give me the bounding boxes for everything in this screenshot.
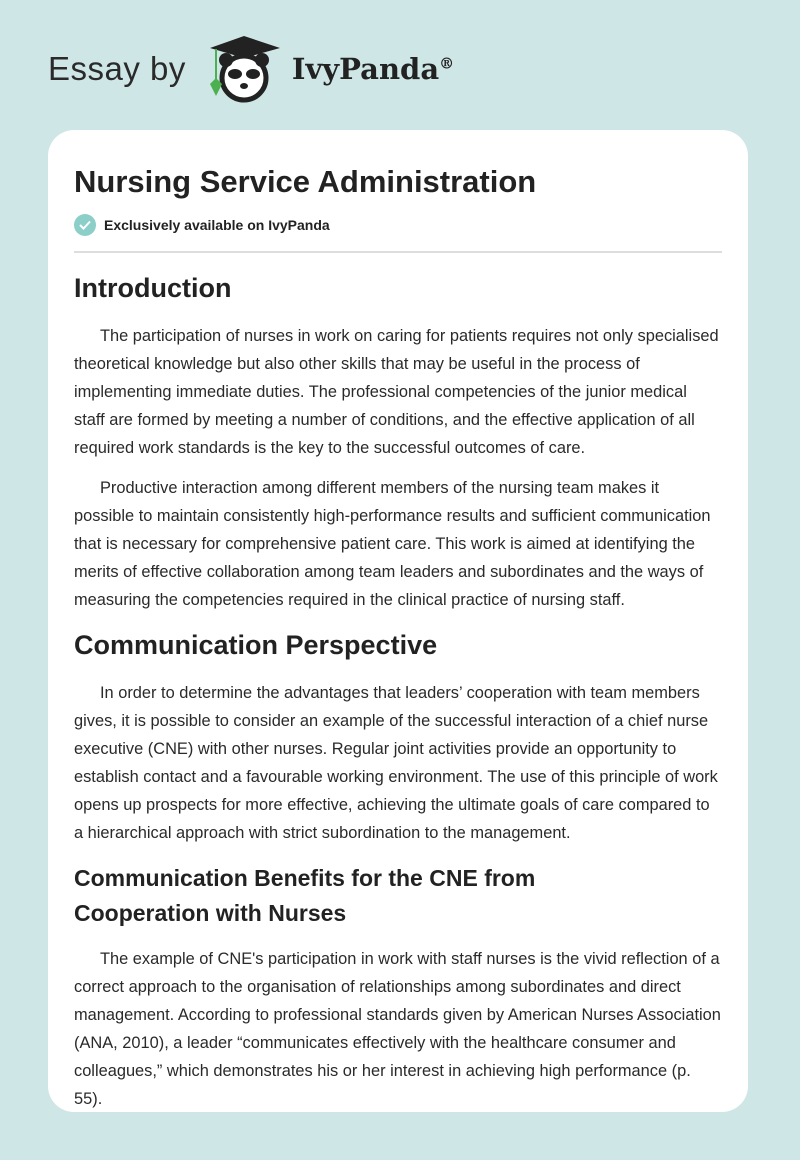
brand-name: IvyPanda® [291, 52, 455, 86]
essay-card [48, 130, 748, 1112]
badge-label: Exclusively available on IvyPanda [104, 217, 330, 233]
exclusive-badge [74, 214, 722, 236]
site-header [48, 34, 454, 104]
page-title: Nursing Service Administration [74, 164, 537, 199]
panda-logo-icon [204, 34, 282, 104]
paragraph: In order to determine the advantages that leaders’ cooperation with team members gives, it is possible to consider an example of the successful interaction of a chief nurse executive (CNE) with other nurses. Regular joint activities provide an opportunity to establish contact and a favourable working environment. The use of this principle of work opens up prospects for more effective, achieving the ultimate goals of care compared to a hierarchical approach with strict subordination to the management. [74, 684, 718, 842]
divider [74, 251, 722, 253]
paragraph: The example of CNE's participation in work with staff nurses is the vivid reflection of a correct approach to the organisation of relationships among subordinates and direct management. According to professional standards given by American Nurses Association (ANA, 2010), a leader “communicates effectively with the healthcare consumer and colleagues,” which demonstrates his or her interest in achieving high performance (p. 55). [74, 950, 721, 1108]
essay-by-label: Essay by [48, 50, 186, 87]
check-icon [74, 214, 96, 236]
subsection-heading: Communication Benefits for the CNE from Cooperation with Nurses [74, 865, 536, 926]
section-heading: Introduction [74, 273, 232, 303]
paragraph: The participation of nurses in work on caring for patients requires not only specialised theoretical knowledge but also other skills that may be useful in the process of implementing immediate duties. The professional competencies of the junior medical staff are formed by meeting a number of conditions, and the effective application of all required work standards is the key to the successful outcomes of care. [74, 327, 719, 457]
paragraph: Productive interaction among different members of the nursing team makes it possible to maintain consistently high-performance results and sufficient communication that is necessary for comprehensive patient care. This work is aimed at identifying the merits of effective collaboration among team leaders and subordinates and the ways of measuring the competencies required in the clinical practice of nursing staff. [74, 479, 711, 609]
section-heading: Communication Perspective [74, 630, 438, 660]
